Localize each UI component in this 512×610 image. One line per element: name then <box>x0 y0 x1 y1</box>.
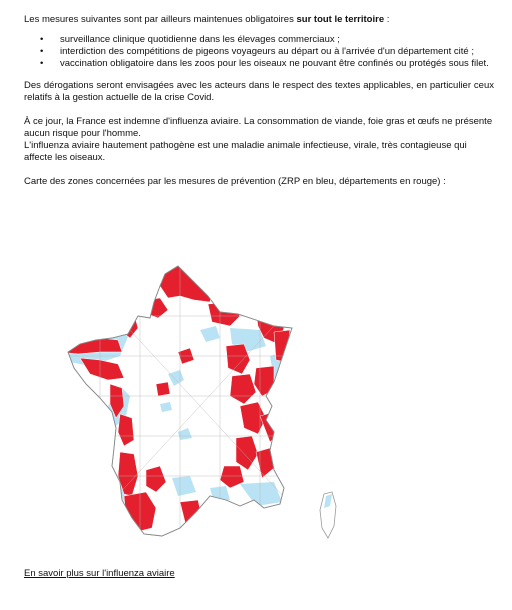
france-map <box>60 256 350 556</box>
france-map-svg <box>60 256 350 556</box>
status-line-1: À ce jour, la France est indemne d'influenza aviaire. La consommation de viande, foie gras et œufs ne présente aucun risque pour l'homme. <box>24 116 493 139</box>
derogations-paragraph: Des dérogations seront envisagées avec les acteurs dans le respect des textes applicables, en particulier ceux relatifs à la gestion actuelle de la crise Covid. <box>24 80 494 103</box>
list-item: • vaccination obligatoire dans les zoos pour les oiseaux ne pouvant être confinés ou protégés sous filet. <box>60 58 494 70</box>
list-item: • interdiction des compétitions de pigeons voyageurs au départ ou à l'arrivée d'un département cité ; <box>60 46 494 58</box>
intro-colon: : <box>384 14 390 25</box>
intro-bold-text: sur tout le territoire <box>296 14 385 25</box>
measures-list <box>24 34 494 70</box>
article-body <box>24 14 494 188</box>
status-line-2: L'influenza aviaire hautement pathogène est une maladie animale infectieuse, virale, très contagieuse qui affecte les oiseaux. <box>24 140 467 163</box>
map-caption: Carte des zones concernées par les mesures de prévention (ZRP en bleu, départements en rouge) : <box>24 176 446 187</box>
influenza-info-link[interactable]: En savoir plus sur l'influenza aviaire <box>24 568 175 579</box>
intro-paragraph <box>24 14 494 26</box>
intro-text: Les mesures suivantes sont par ailleurs maintenues obligatoires <box>24 14 297 25</box>
list-item: • surveillance clinique quotidienne dans les élevages commerciaux ; <box>60 34 494 46</box>
